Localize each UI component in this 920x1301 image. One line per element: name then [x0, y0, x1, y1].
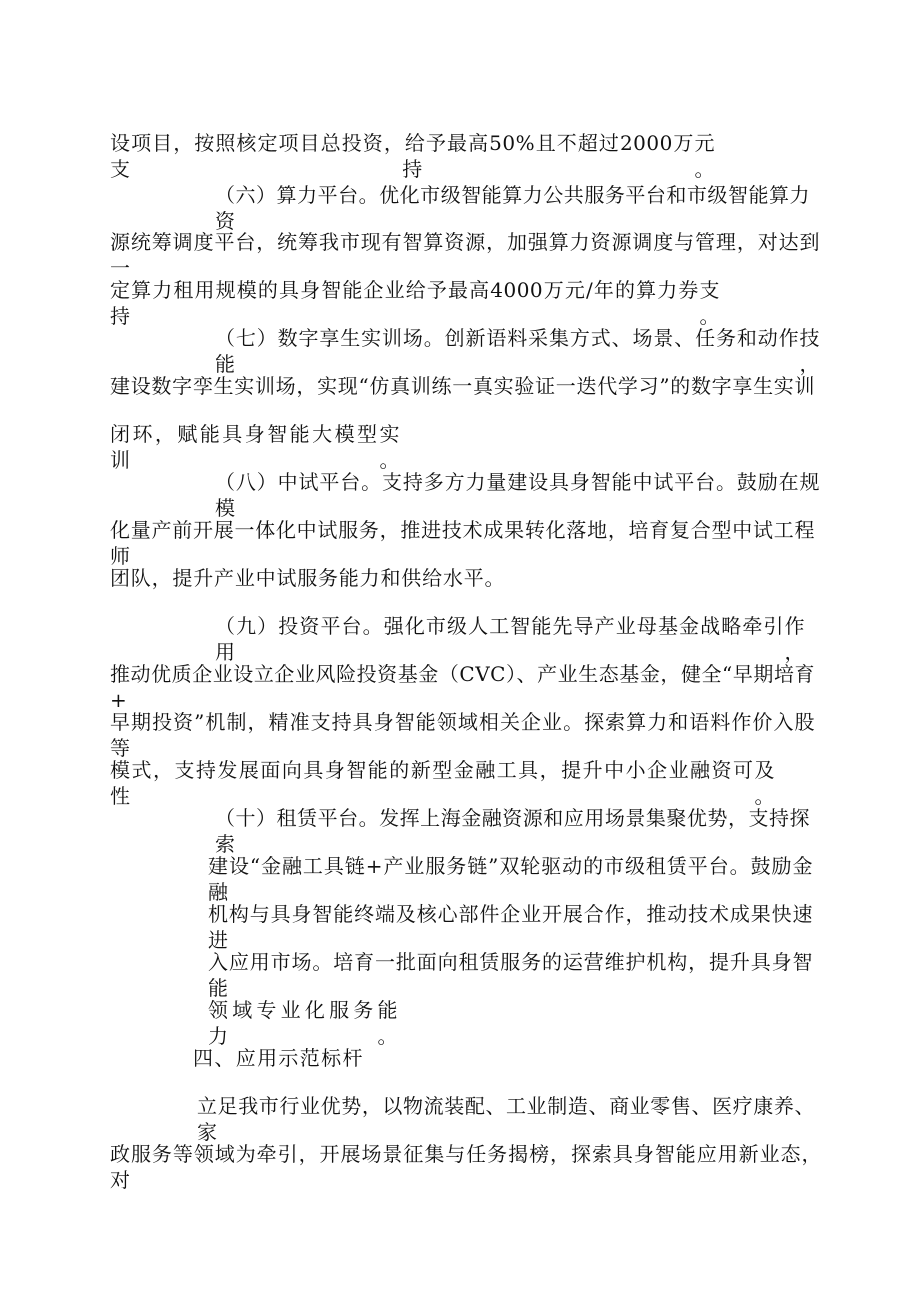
paragraph-line: 推动优质企业设立企业风险投资基金（CVC）、产业生态基金，健全“早期培育+: [110, 662, 815, 712]
paragraph-line: 领域专业化服务能力。: [208, 998, 398, 1048]
paragraph-line: （十）租赁平台。发挥上海金融资源和应用场景集聚优势，支持探索: [215, 806, 810, 856]
paragraph-line: 化量产前开展一体化中试服务，推进技术成果转化落地，培育复合型中试工程师: [110, 518, 815, 568]
paragraph-line: 机构与具身智能终端及核心部件企业开展合作，推动技术成果快速进: [208, 902, 813, 952]
paragraph-line: 定算力租用规模的具身智能企业给予最高4000万元/年的算力券支持。: [110, 278, 720, 328]
paragraph-line: 建设数字孪生实训场，实现“仿真训练一真实验证一迭代学习”的数字享生实训: [110, 374, 815, 398]
paragraph-line: 早期投资”机制，精准支持具身智能领域相关企业。探索算力和语料作价入股等: [110, 710, 815, 760]
paragraph-line: （七）数字享生实训场。创新语料采集方式、场景、任务和动作技能，: [215, 326, 820, 376]
paragraph-line: 源统筹调度平台，统筹我市现有智算资源，加强算力资源调度与管理，对达到一: [110, 230, 820, 280]
paragraph-line: （九）投资平台。强化市级人工智能先导产业母基金战略牵引作用，: [215, 614, 805, 664]
paragraph-line: 团队，提升产业中试服务能力和供给水平。: [110, 566, 505, 590]
paragraph-line: 立足我市行业优势，以物流装配、工业制造、商业零售、医疗康养、家: [197, 1094, 815, 1144]
section-heading: 四、应用示范标杆: [193, 1046, 363, 1070]
paragraph-line: 闭环，赋能具身智能大模型实训。: [110, 422, 400, 472]
paragraph-line: 设项目，按照核定项目总投资，给予最高50%且不超过2000万元支持。: [110, 131, 715, 181]
paragraph-line: 入应用市场。培育一批面向租赁服务的运营维护机构，提升具身智能: [208, 950, 813, 1000]
paragraph-line: 模式，支持发展面向具身智能的新型金融工具，提升中小企业融资可及性。: [110, 758, 775, 808]
paragraph-line: （八）中试平台。支持多方力量建设具身智能中试平台。鼓励在规模: [215, 470, 820, 520]
paragraph-line: 政服务等领域为牵引，开展场景征集与任务揭榜，探索具身智能应用新业态，对: [110, 1142, 822, 1192]
paragraph-line: （六）算力平台。优化市级智能算力公共服务平台和市级智能算力资: [215, 183, 810, 233]
paragraph-line: 建设“金融工具链+产业服务链”双轮驱动的市级租赁平台。鼓励金融: [208, 854, 813, 904]
